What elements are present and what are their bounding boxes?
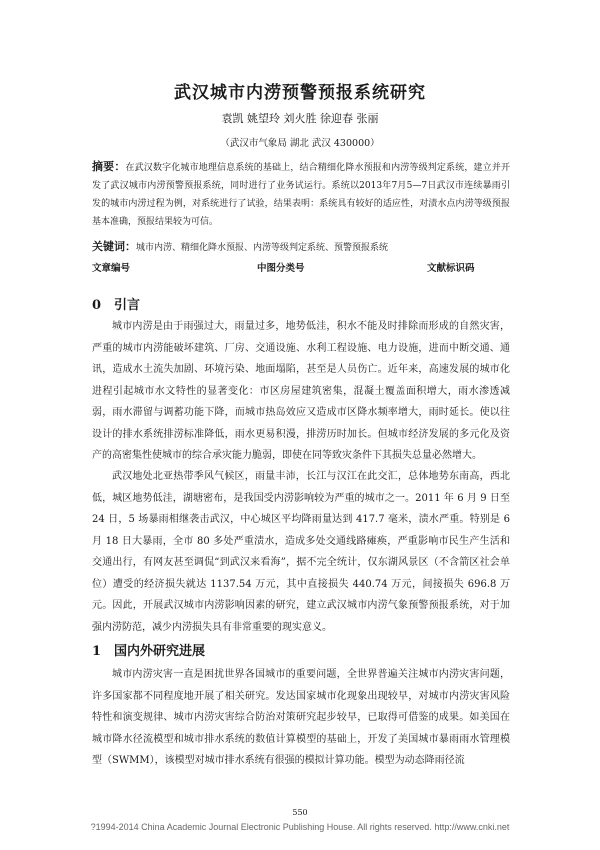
classification-number-label: 中图分类号 <box>257 263 305 274</box>
page-number: 550 <box>292 808 308 817</box>
authors: 袁凯 姚望玲 刘火胜 徐迎春 张丽 <box>221 112 379 125</box>
article-meta-row <box>92 260 510 274</box>
abstract <box>92 158 510 231</box>
affiliation: （武汉市气象局 湖北 武汉 430000） <box>220 138 380 149</box>
section-number: 1 <box>92 644 102 659</box>
keywords <box>92 240 510 255</box>
section-title: 国内外研究进展 <box>114 644 206 659</box>
paper-title: 武汉城市内涝预警预报系统研究 <box>174 83 426 103</box>
research-paragraph-1: 城市内涝灾害一直是困扰世界各国城市的重要问题，全世界普遍关注城市内涝灾害问题，许多国家都不同程度地开展了相关研究。发达国家城市化现象出现较早，对城市内涝灾害风险特性和演变规律、城市内涝灾害综合防治对策研究起步较早，已取得可借鉴的成果。如美国在城市降水径流模型和城市排水系统的数值计算模型的基础上，开发了美国城市暴雨雨水管理模型（SWMM），该模型对城市排水系统有很强的模拟计算功能。模型为动态降雨径流 <box>92 669 510 766</box>
abstract-text: 在武汉数字化城市地理信息系统的基础上，结合精细化降水预报和内涝等级判定系统，建立并开发了武汉城市内涝预警预报系统，同时进行了业务试运行。系统以2013年7月5—7日武汉市连续暴雨引发的城市内涝过程为例，对系统进行了试验，结果表明：系统具有较好的适应性，对渍水点内涝等级预报基本准确，预报结果较为可信。 <box>92 163 510 227</box>
intro-paragraph-2: 武汉地处北亚热带季风气候区，雨量丰沛，长江与汉江在此交汇，总体地势东南高，西北低，城区地势低洼，湖塘密布，是我国受内涝影响较为严重的城市之一。2011 年 6 月 9 日至 24 日，5 场暴雨相继袭击武汉，中心城区平均降雨量达到 417.7 毫米，渍水严重。特别是 6 月 18 日大暴雨，全市 80 多处严重渍水，造成多处交通线路瘫痪，严重影响市民生产生活和交通出行，有网友甚至调侃“到武汉来看海”，据不完全统计，仅东湖风景区（不含箭区社会单位）遭受的经济损失就达 1137.54 万元，其中直接损失 440.74 万元，间接损失 696.8 万元。因此，开展武汉城市内涝影响因素的研究，建立武汉城市内涝气象预警预报系统，对于加强内涝防范，减少内涝损失具有非常重要的现实意义。 <box>92 471 510 633</box>
keywords-label: 关键词： <box>92 240 136 253</box>
abstract-label: 摘要： <box>92 160 126 173</box>
copyright-footer: ?1994-2014 China Academic Journal Electronic Publishing House. All rights reserved. http://www.cnki.net <box>90 822 510 832</box>
keywords-text: 城市内涝、精细化降水预报、内涝等级判定系统、预警预报系统 <box>136 243 389 253</box>
intro-paragraph-1: 城市内涝是由于雨强过大，雨量过多，地势低洼，积水不能及时排除而形成的自然灾害，严重的城市内涝能破坏建筑、厂房、交通设施、水利工程设施、电力设施，进而中断交通、通讯，造成水土流失加剧、环境污染、地面塌陷，甚至是人员伤亡。近年来，高速发展的城市化进程引起城市水文特性的显著变化：市区房屋建筑密集，混凝土覆盖面积增大，雨水渗透减弱，雨水滞留与调蓄功能下降，而城市热岛效应又造成市区降水频率增大，雨时延长。使以往设计的排水系统排涝标准降低，雨水更易积漫，排涝历时加长。但城市经济发展的多元化及资产的高密集性使城市的综合承灾能力脆弱，即使在同等致灾条件下其损失总量必然增大。 <box>92 321 510 461</box>
section-number: 0 <box>92 298 102 313</box>
section-title: 引言 <box>114 298 141 313</box>
article-number-label: 文章编号 <box>92 263 131 274</box>
section-heading-research-progress <box>92 640 205 659</box>
document-code-label: 文献标识码 <box>427 263 475 274</box>
section-heading-introduction <box>92 294 140 313</box>
